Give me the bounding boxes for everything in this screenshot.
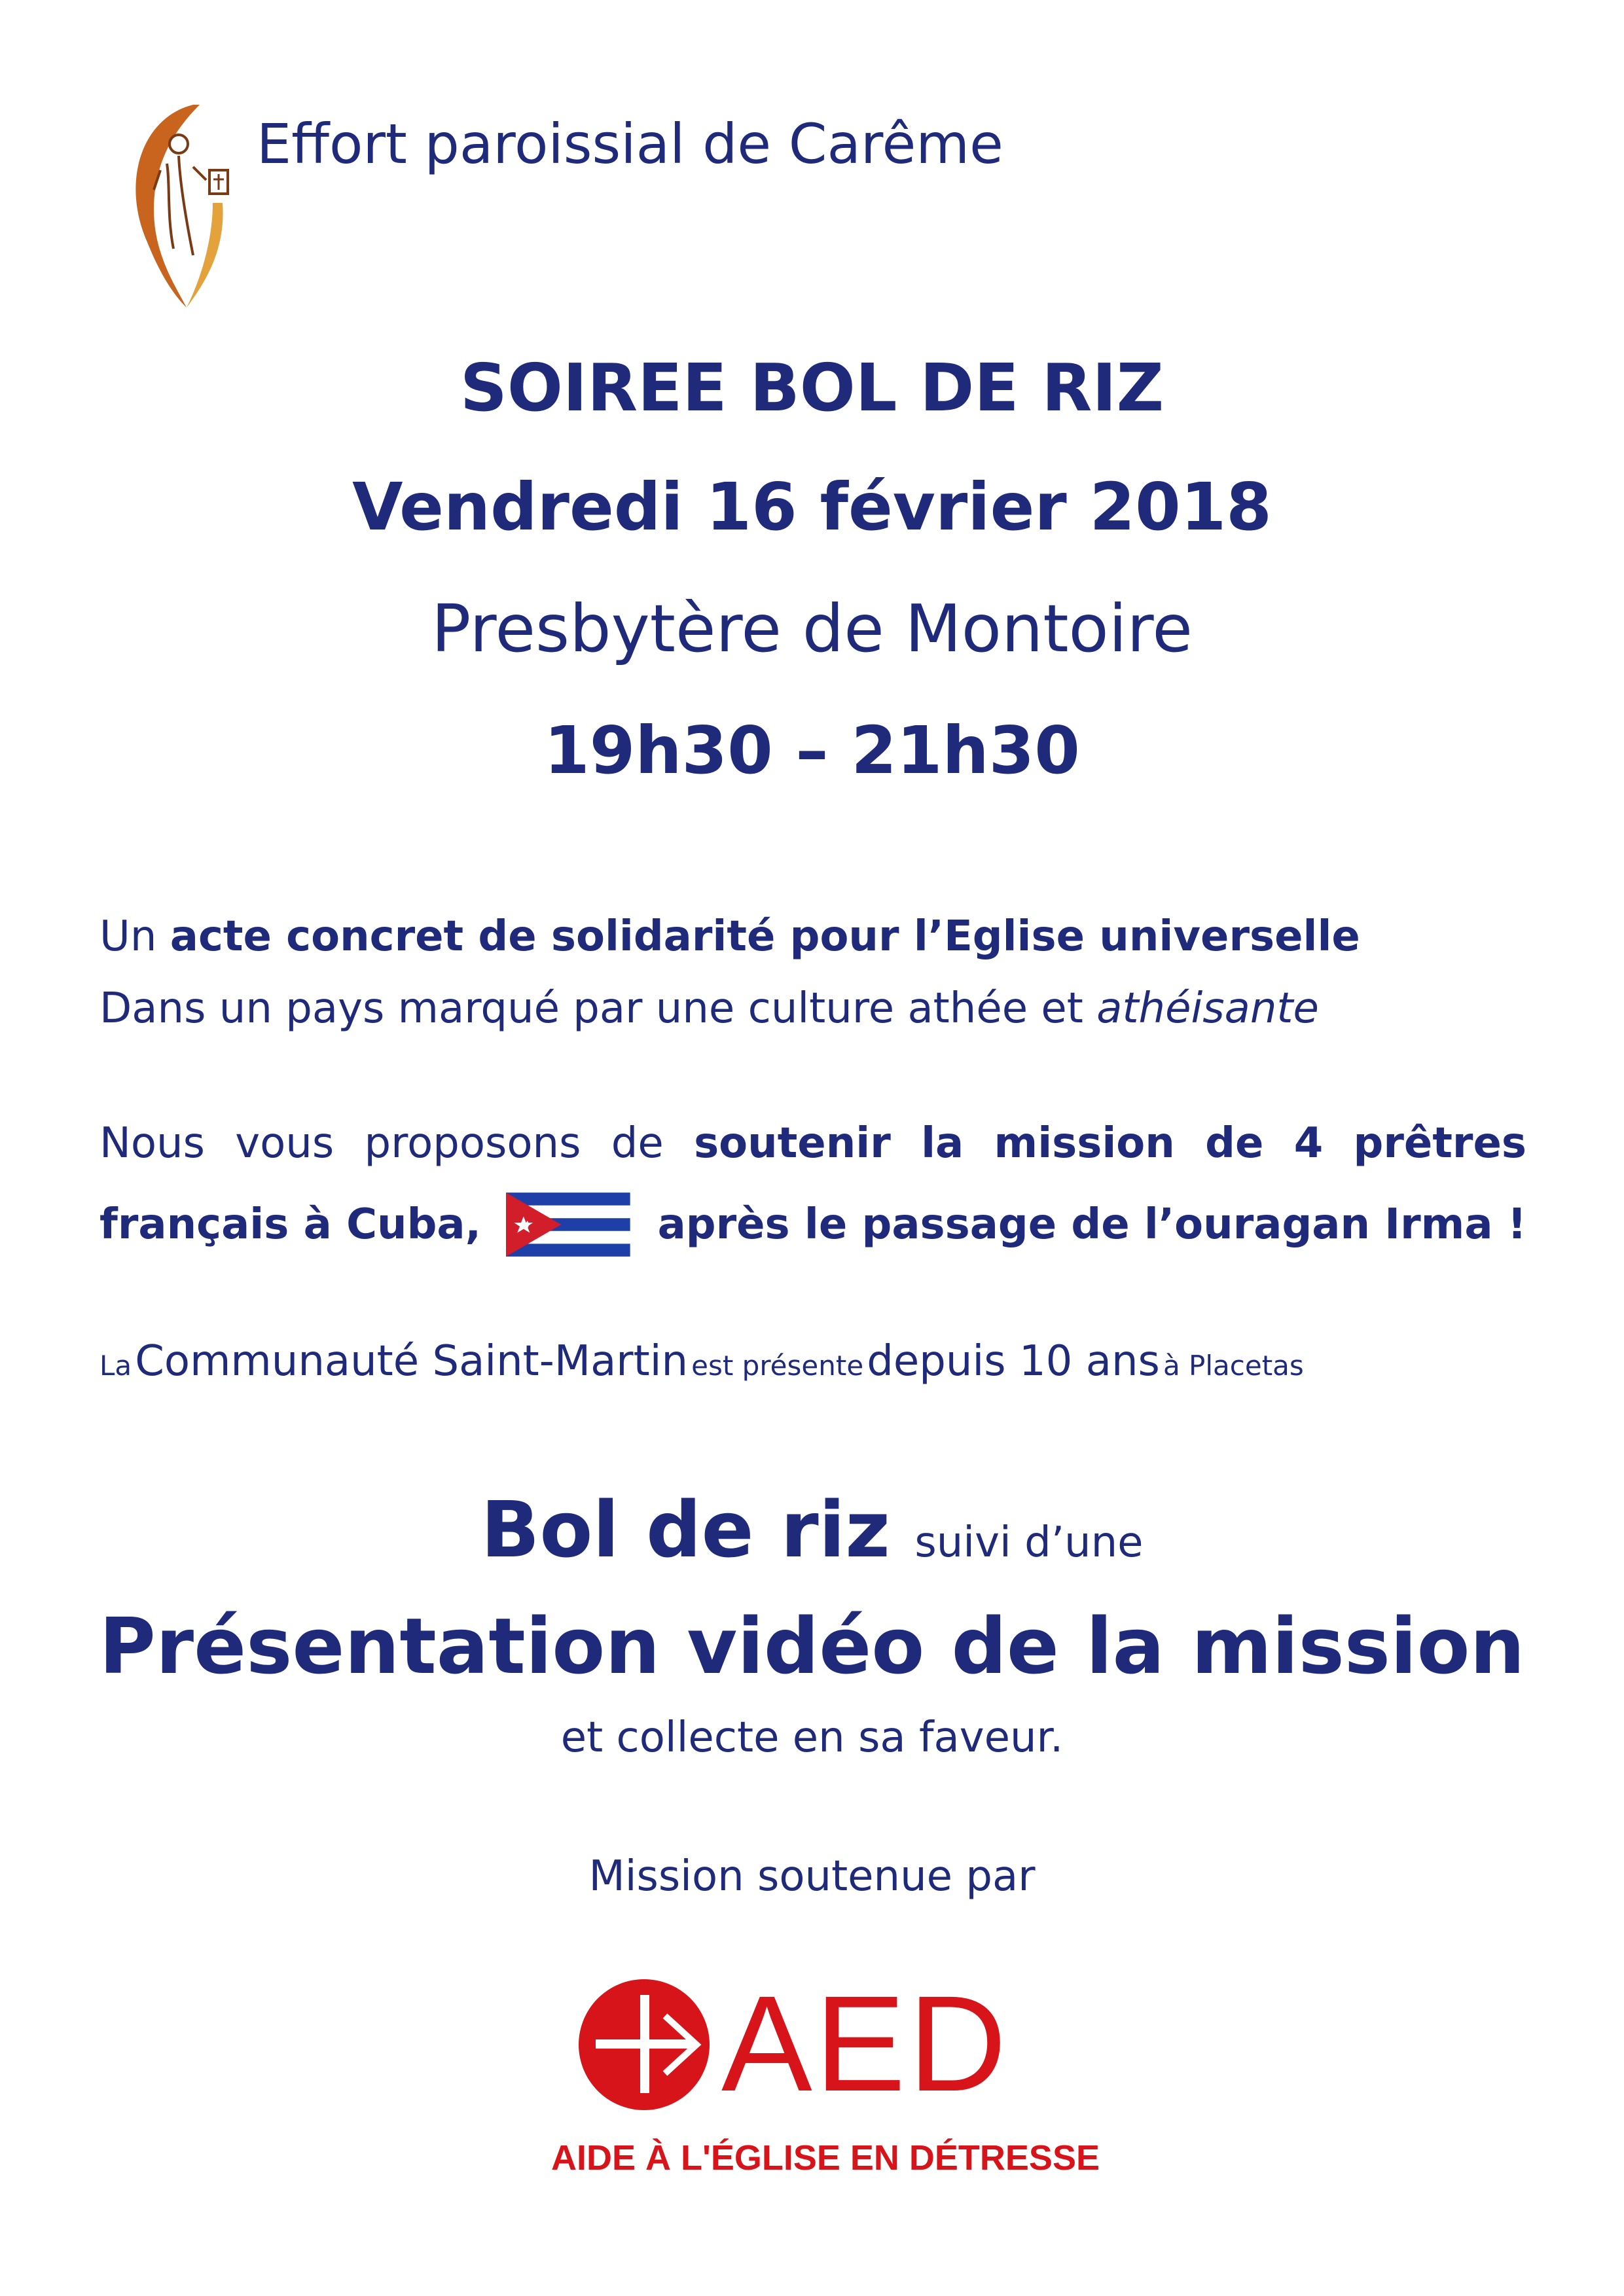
proposal-line-2-right: après le passage de l’ouragan Irma ! — [657, 1200, 1526, 1249]
community-la: La — [99, 1350, 132, 1382]
proposal-word: proposons — [364, 1119, 581, 1168]
proposal-word-bold: mission — [994, 1119, 1175, 1168]
program-bol: Bol de riz — [480, 1484, 890, 1575]
intro-line-1-prefix: Un — [99, 912, 170, 961]
community-name: Communauté Saint-Martin — [135, 1337, 689, 1386]
proposal-word-bold: prêtres — [1353, 1119, 1526, 1168]
aed-short-name: AED — [721, 1968, 1009, 2120]
program-suivi: suivi d’une — [914, 1518, 1144, 1567]
intro-line-2-prefix: Dans un pays marqué par une culture athée et — [99, 984, 1097, 1033]
aed-full-name: AIDE À L'ÉGLISE EN DÉTRESSE — [551, 2138, 1100, 2178]
proposal-word-bold: 4 — [1293, 1119, 1324, 1168]
proposal-line-2-left: français à Cuba, — [99, 1200, 481, 1249]
proposal-word-bold: la — [921, 1119, 964, 1168]
program-presentation: Présentation vidéo de la mission — [99, 1601, 1525, 1691]
community-est-presente: est présente — [691, 1350, 864, 1382]
event-title: SOIREE BOL DE RIZ — [460, 350, 1164, 426]
parish-logo-icon — [115, 92, 245, 314]
intro-line-2 — [99, 983, 1526, 1034]
event-time: 19h30 – 21h30 — [544, 712, 1080, 789]
community-depuis: depuis 10 ans — [867, 1337, 1160, 1386]
intro-line-1 — [99, 911, 1526, 962]
event-date: Vendredi 16 février 2018 — [352, 469, 1272, 545]
proposal-word: de — [611, 1119, 664, 1168]
community-placetas: à Placetas — [1163, 1350, 1304, 1382]
event-place: Presbytère de Montoire — [431, 590, 1193, 667]
intro-line-2-italic: athéisante — [1096, 984, 1319, 1033]
intro-line-1-bold: acte concret de solidarité pour l’Eglise universelle — [170, 912, 1360, 961]
proposal-word: Nous — [99, 1119, 205, 1168]
header-title: Effort paroissial de Carême — [257, 112, 1003, 176]
program-bol-line — [0, 1480, 1624, 1592]
program-collecte: et collecte en sa faveur. — [560, 1713, 1064, 1762]
community-line — [99, 1329, 1304, 1405]
cuba-flag-icon — [506, 1191, 630, 1258]
proposal-word: vous — [235, 1119, 334, 1168]
proposal-line-1 — [99, 1118, 1526, 1169]
proposal-word-bold: soutenir — [694, 1119, 891, 1168]
proposal-line-2 — [99, 1191, 1526, 1258]
proposal-word-bold: de — [1205, 1119, 1264, 1168]
support-label: Mission soutenue par — [588, 1852, 1036, 1901]
